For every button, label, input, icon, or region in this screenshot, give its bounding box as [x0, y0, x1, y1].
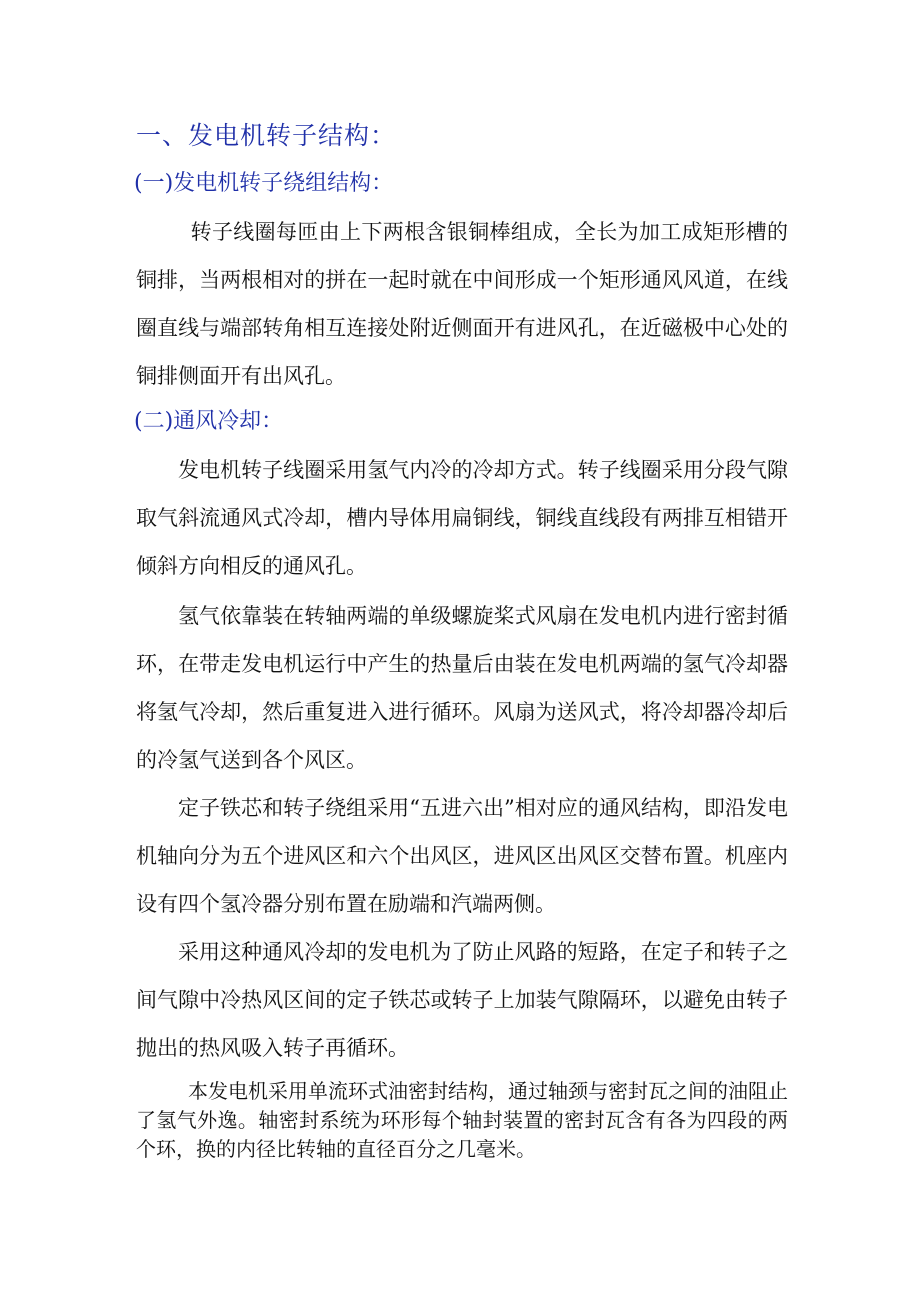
paragraph-rotor-winding: 转子线圈每匝由上下两根含银铜棒组成，全长为加工成矩形槽的铜排，当两根相对的拼在一起时就在中间形成一个矩形通风风道，在线圈直线与端部转角相互连接处附近侧面开有进风孔，在近磁极中心处的铜排侧面开有出风孔。 — [136, 220, 788, 388]
section-heading-rotor-winding: (一)发电机转子绕组结构： — [134, 171, 394, 196]
paragraph-oil-seal: 本发电机采用单流环式油密封结构，通过轴颈与密封瓦之间的油阻止了氢气外逸。轴密封系统为环形每个轴封装置的密封瓦含有各为四段的两个环，换的内径比转轴的直径百分之几毫米。 — [136, 1079, 788, 1161]
paragraph-fan-circulation: 氢气依靠装在转轴两端的单级螺旋桨式风扇在发电机内进行密封循环，在带走发电机运行中产生的热量后由装在发电机两端的氢气冷却器将氢气冷却，然后重复进入进行循环。风扇为送风式，将冷却器冷却后的冷氢气送到各个风区。 — [136, 604, 788, 772]
section-heading-ventilation-cooling: (二)通风冷却： — [134, 409, 284, 434]
paragraph-hydrogen-inner-cooling: 发电机转子线圈采用氢气内冷的冷却方式。转子线圈采用分段气隙取气斜流通风式冷却，槽内导体用扁铜线，铜线直线段有两排互相错开倾斜方向相反的通风孔。 — [136, 458, 788, 578]
paragraph-air-gap-baffle: 采用这种通风冷却的发电机为了防止风路的短路，在定子和转子之间气隙中冷热风区间的定子铁芯或转子上加装气隙隔环，以避免由转子抛出的热风吸入转子再循环。 — [136, 940, 788, 1060]
paragraph-five-in-six-out: 定子铁芯和转子绕组采用“五进六出”相对应的通风结构，即沿发电机轴向分为五个进风区和六个出风区，进风区出风区交替布置。机座内设有四个氢冷器分别布置在励端和汽端两侧。 — [136, 796, 788, 916]
main-heading: 一、发电机转子结构： — [136, 121, 397, 150]
